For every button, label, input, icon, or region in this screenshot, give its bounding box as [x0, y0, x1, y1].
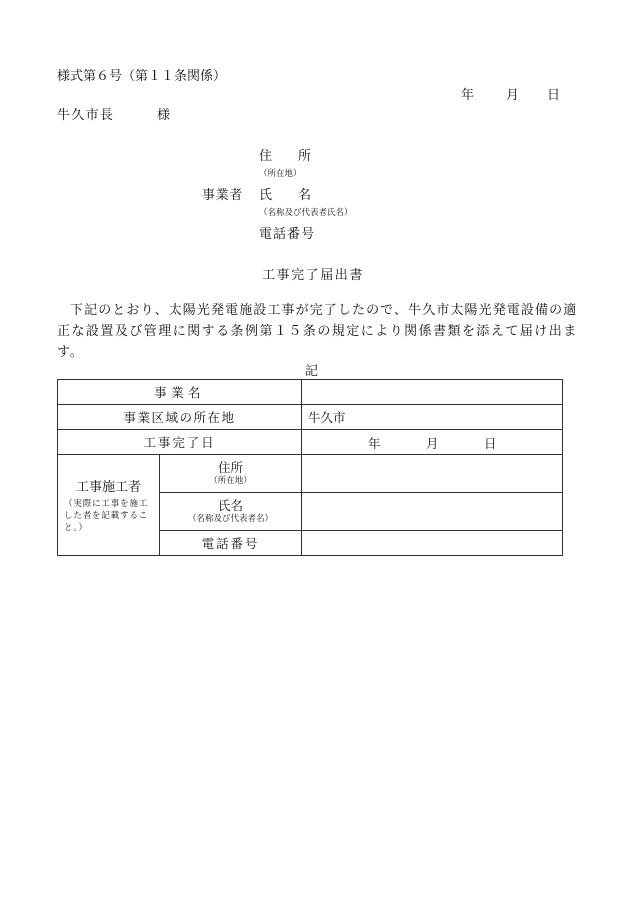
builder-cell: [58, 455, 160, 556]
builder-address-label: 住所: [218, 460, 244, 475]
form-number: 様式第６号（第１１条関係）: [57, 69, 227, 84]
builder-name-note: （名称及び代表者名）: [188, 514, 274, 524]
addressee-honorific: 様: [157, 108, 171, 123]
body-paragraph: 下記のとおり、太陽光発電施設工事が完了したので、牛久市太陽光発電設備の適正な設置及び管理に関する条例第１５条の規定により関係書類を添えて届け出ます。: [57, 303, 577, 360]
location-label: 事業区域の所在地: [58, 405, 302, 430]
completion-date-label: 工事完了日: [58, 430, 302, 455]
completion-year-label: 年: [368, 436, 381, 451]
completion-table: [57, 379, 563, 556]
date-day-label: 日: [547, 88, 561, 103]
completion-date-value[interactable]: [302, 430, 563, 455]
row-completion-date: [58, 430, 563, 455]
completion-day-label: 日: [484, 436, 497, 451]
builder-name-label: 氏名: [218, 498, 244, 513]
document-title: 工事完了届出書: [262, 268, 364, 283]
project-name-label: 事業名: [58, 380, 302, 405]
date-year-label: 年: [461, 88, 475, 103]
builder-address-label-cell: [160, 455, 302, 493]
row-project-name: [58, 380, 563, 405]
completion-month-label: 月: [426, 436, 439, 451]
builder-address-value[interactable]: [302, 455, 563, 493]
row-builder-address: [58, 455, 563, 493]
builder-name-label-cell: [160, 493, 302, 531]
applicant-address-note: （所在地）: [259, 169, 302, 179]
builder-note: （実際に工事を施工した者を記載すること。）: [64, 499, 149, 533]
ki-label: 記: [305, 364, 319, 379]
row-location: [58, 405, 563, 430]
project-name-value[interactable]: [302, 380, 563, 405]
builder-phone-label: 電話番号: [160, 531, 302, 556]
builder-phone-value[interactable]: [302, 531, 563, 556]
builder-address-note: （所在地）: [209, 476, 252, 486]
addressee: 牛久市長: [57, 108, 115, 123]
applicant-name-label: 氏 名: [259, 188, 312, 203]
location-value[interactable]: 牛久市: [302, 405, 563, 430]
builder-label: 工事施工者: [75, 480, 141, 495]
builder-name-value[interactable]: [302, 493, 563, 531]
business-operator-label: 事業者: [202, 188, 243, 203]
date-month-label: 月: [506, 88, 520, 103]
applicant-address-label: 住 所: [259, 149, 312, 164]
applicant-name-note: （名称及び代表者氏名）: [259, 208, 353, 218]
applicant-phone-label: 電話番号: [259, 227, 316, 242]
